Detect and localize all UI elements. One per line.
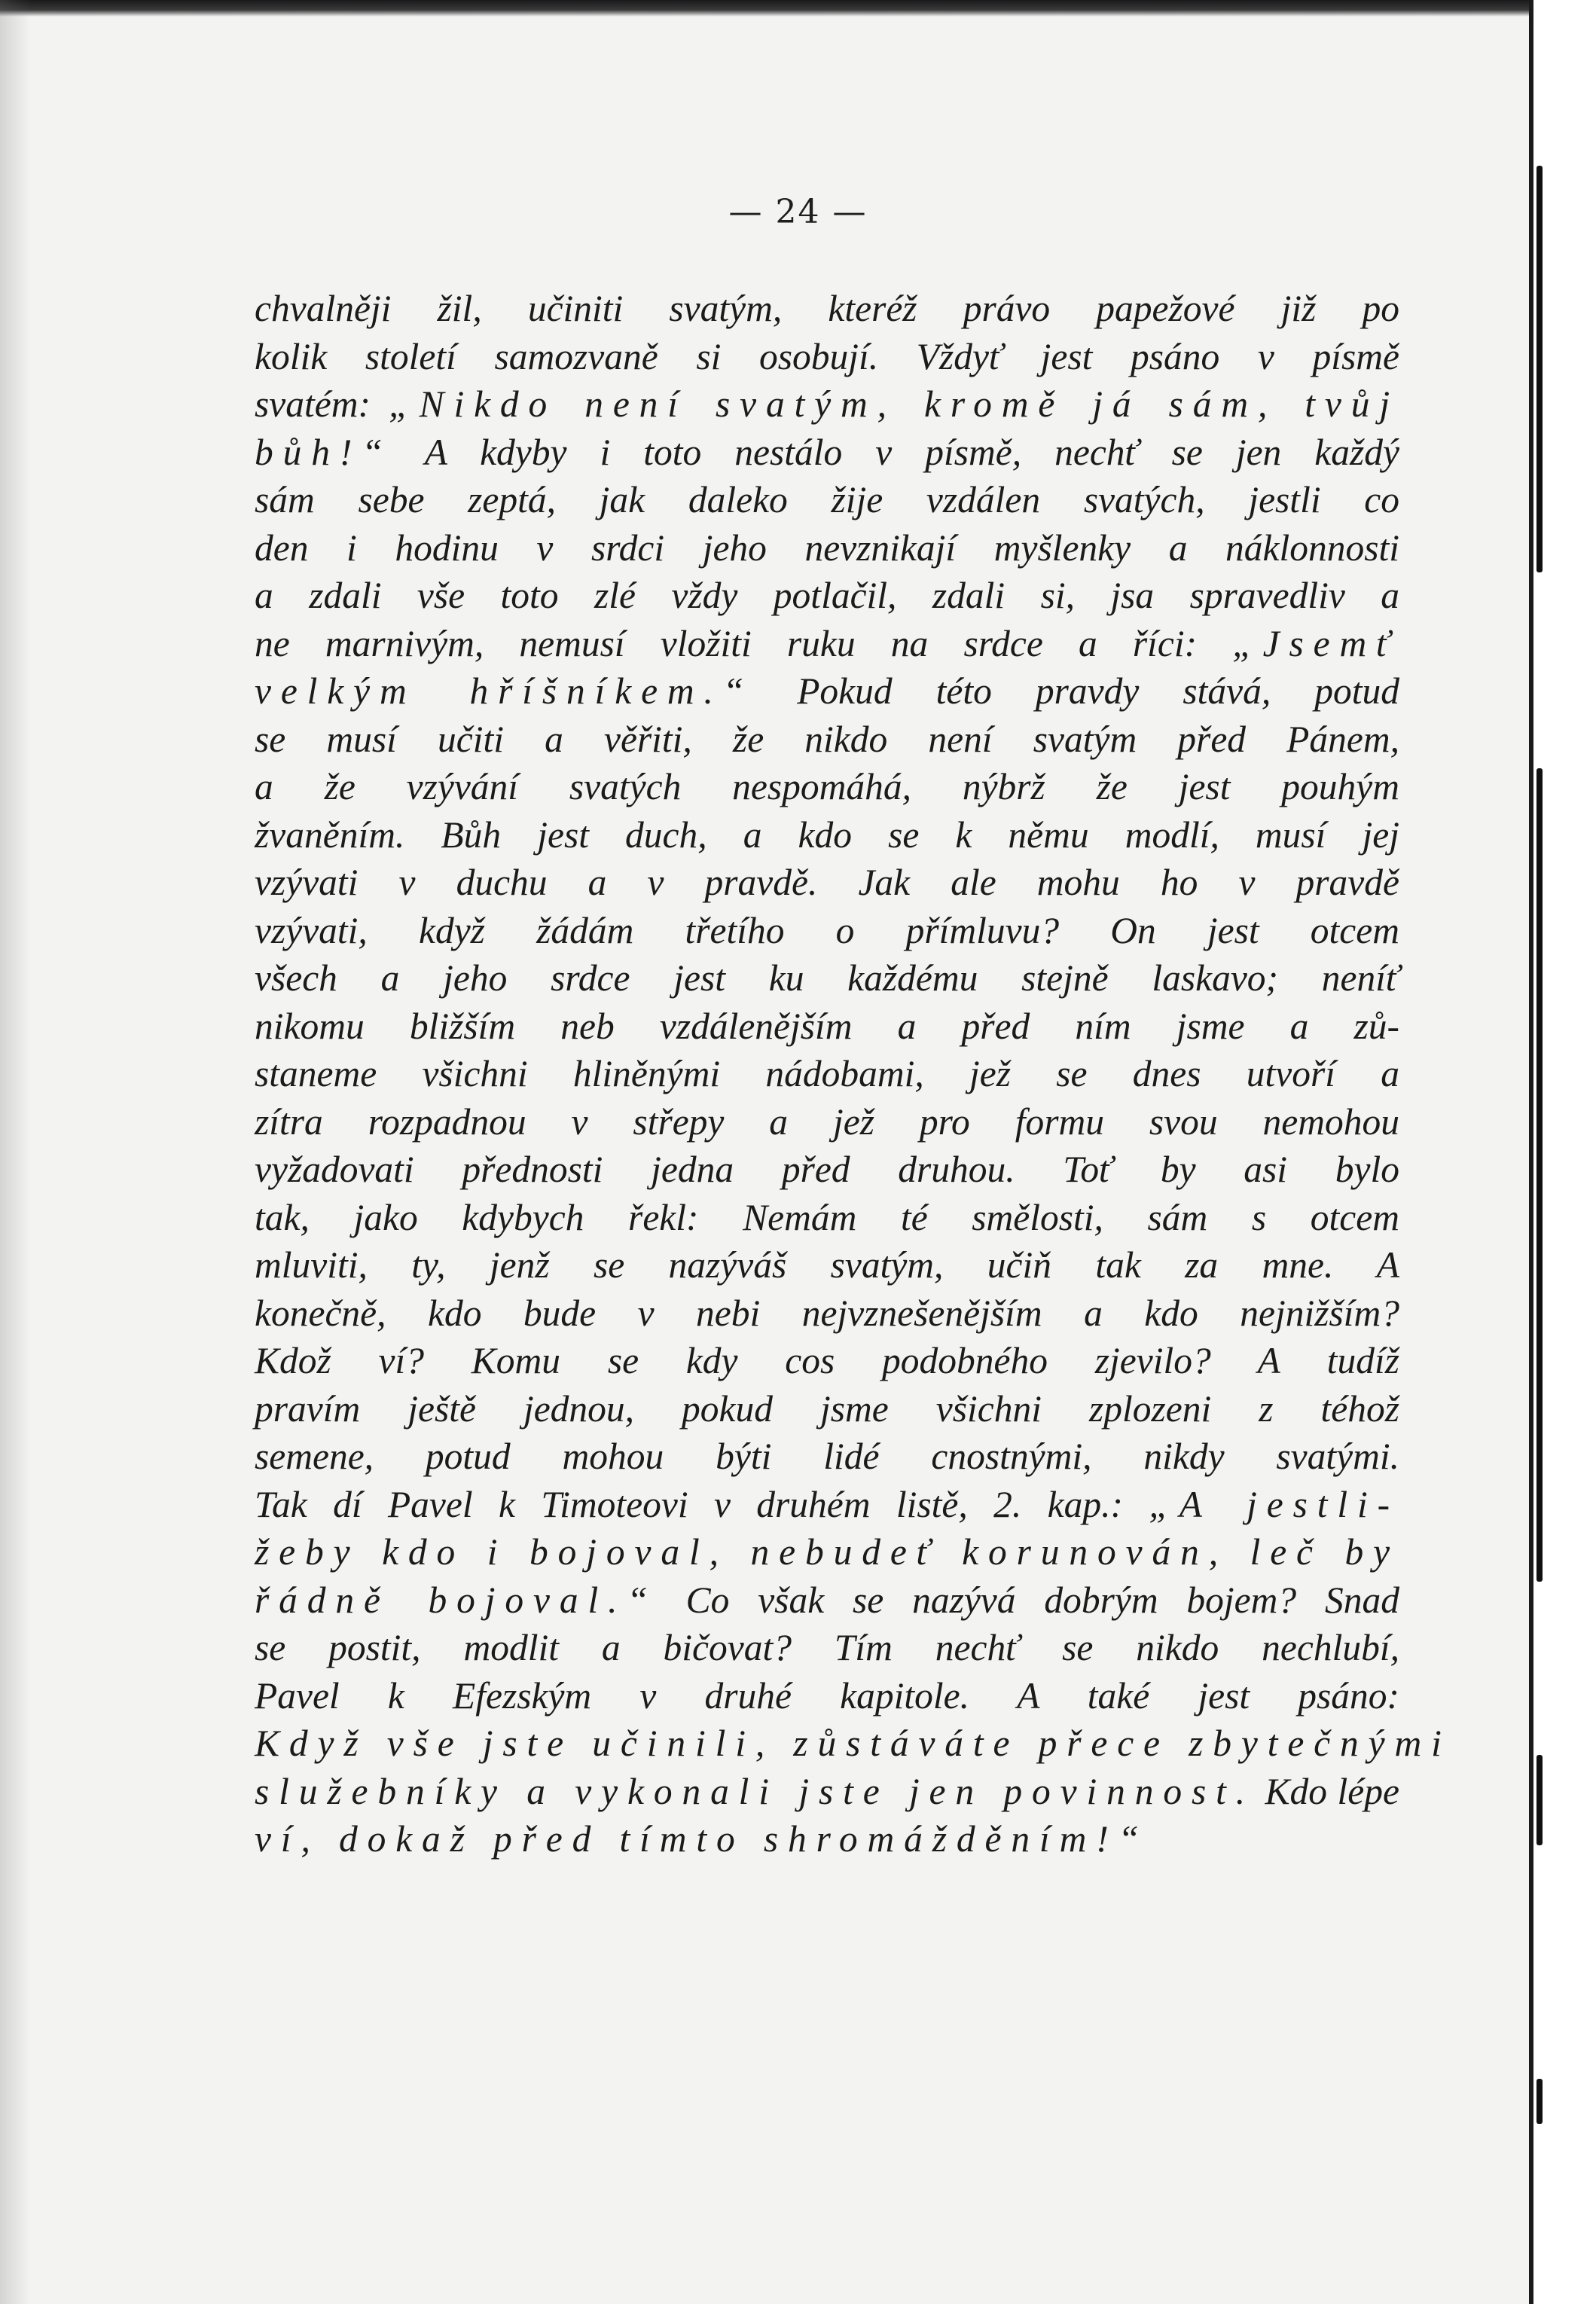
text-line [255, 1194, 1399, 1242]
spaced-emphasis: bůh!“ [255, 431, 392, 473]
text-line [255, 572, 1399, 620]
text-segment: svatém: [255, 383, 389, 425]
text-segment: ne marnivým, nemusí vložiti ruku na srdce a říci: [255, 622, 1233, 664]
spaced-emphasis: řádně bojoval.“ [255, 1579, 658, 1621]
text-segment: Tak dí Pavel k Timoteovi v druhém listě, 2. kap.: [255, 1483, 1149, 1525]
spaced-emphasis: Když vše jste učinili, zůstáváte přece zbytečnými [255, 1723, 1451, 1764]
text-segment: semene, potud mohou býti lidé cnostnými, nikdy svatými. [255, 1436, 1399, 1477]
text-segment: den i hodinu v srdci jeho nevznikají myšlenky a náklonnosti [255, 526, 1399, 569]
text-line [255, 1146, 1399, 1194]
text-line [255, 1098, 1399, 1146]
text-line [255, 811, 1399, 859]
text-line [255, 1576, 1399, 1625]
spaced-emphasis: „Nikdo není svatým, kromě já sám, tvůj [389, 383, 1399, 425]
binding-mark [1536, 2079, 1543, 2124]
page-edge-line [1529, 0, 1533, 2304]
text-line [255, 1768, 1399, 1816]
spaced-emphasis: služebníky a vykonali jste jen povinnost. [255, 1770, 1255, 1812]
text-line [255, 429, 1399, 477]
text-segment: pravím ještě jednou, pokud jsme všichni zplozeni z téhož [255, 1387, 1399, 1430]
text-segment: a zdali vše toto zlé vždy potlačil, zdali si, jsa spravedliv a [255, 575, 1399, 616]
text-segment: tak, jako kdybych řekl: Nemám té smělosti, sám s otcem [255, 1196, 1399, 1238]
text-segment: staneme všichni hliněnými nádobami, jež se dnes utvoří a [255, 1053, 1399, 1094]
text-line [255, 1720, 1451, 1768]
text-line [255, 763, 1399, 811]
text-line [255, 380, 1399, 429]
body-text [255, 285, 1451, 1863]
text-segment: sám sebe zeptá, jak daleko žije vzdálen svatých, jestli co [255, 479, 1399, 520]
text-line [255, 1528, 1399, 1576]
spaced-emphasis: velkým hříšníkem.“ [255, 670, 754, 712]
text-line [255, 1481, 1399, 1529]
text-segment: Kdo lépe [1254, 1770, 1399, 1812]
text-segment: se postit, modlit a bičovat? Tím nechť se nikdo nechlubí, [255, 1627, 1399, 1668]
text-segment: a že vzývání svatých nespomáhá, nýbrž že jest pouhým [255, 766, 1399, 807]
text-line [255, 1050, 1399, 1098]
text-segment: zítra rozpadnou v střepy a jež pro formu svou nemohou [255, 1100, 1399, 1143]
text-segment: A kdyby i toto nestálo v písmě, nechť se jen každý [392, 431, 1399, 473]
text-line [255, 1337, 1399, 1385]
text-line [255, 1002, 1399, 1051]
text-line [255, 1672, 1399, 1720]
scan-shadow-top [0, 0, 1596, 17]
page-number: — 24 — [728, 193, 868, 231]
text-line [255, 954, 1399, 1002]
binding-mark [1536, 1755, 1543, 1845]
text-segment: konečně, kdo bude v nebi nejvznešenějším a kdo nejnižším? [255, 1292, 1399, 1334]
text-segment: chvalněji žil, učiniti svatým, kteréž právo papežové již po [255, 288, 1399, 329]
text-line [255, 524, 1399, 572]
text-line [255, 333, 1399, 381]
spaced-emphasis: „A jestli- [1149, 1483, 1399, 1525]
spaced-emphasis: ví, dokaž před tímto shromážděním!“ [255, 1818, 1149, 1860]
spaced-emphasis: žeby kdo i bojoval, nebudeť korunován, leč by [255, 1531, 1399, 1573]
text-segment: vzývati v duchu a v pravdě. Jak ale mohu ho v pravdě [255, 862, 1399, 903]
text-line [255, 476, 1399, 524]
text-segment: Pokud této pravdy stává, potud [753, 670, 1399, 712]
spaced-emphasis: „Jsemť [1232, 622, 1399, 664]
text-segment: vyžadovati přednosti jedna před druhou. Toť by asi bylo [255, 1149, 1399, 1190]
text-line [255, 1289, 1399, 1338]
text-line [255, 1624, 1399, 1672]
text-segment: Pavel k Efezským v druhé kapitole. A také jest psáno: [255, 1674, 1399, 1717]
text-segment: Kdož ví? Komu se kdy cos podobného zjevilo? A tudíž [255, 1340, 1399, 1381]
text-segment: všech a jeho srdce jest ku každému stejně laskavo; neníť [255, 957, 1399, 999]
text-segment: vzývati, když žádám třetího o přímluvu? On jest otcem [255, 909, 1399, 951]
text-segment: se musí učiti a věřiti, že nikdo není svatým před Pánem, [255, 718, 1399, 760]
text-segment: kolik století samozvaně si osobují. Vždyť jest psáno v písmě [255, 335, 1399, 377]
text-line [255, 667, 1399, 716]
text-segment: Co však se nazývá dobrým bojem? Snad [657, 1579, 1399, 1621]
text-line [255, 620, 1399, 668]
text-segment: mluviti, ty, jenž se nazýváš svatým, učiň tak za mne. A [255, 1244, 1399, 1286]
scan-shadow-left [0, 0, 30, 2304]
text-segment: žvaněním. Bůh jest duch, a kdo se k němu modlí, musí jej [255, 813, 1399, 856]
text-line [255, 1433, 1399, 1481]
binding-mark [1536, 768, 1543, 1582]
text-line [255, 1385, 1399, 1433]
text-line [255, 1815, 1399, 1863]
text-line [255, 907, 1399, 955]
text-line [255, 1241, 1399, 1289]
text-line [255, 716, 1399, 764]
text-segment: nikomu bližším neb vzdálenějším a před ním jsme a zů- [255, 1005, 1399, 1047]
text-line [255, 285, 1399, 333]
text-line [255, 859, 1399, 907]
